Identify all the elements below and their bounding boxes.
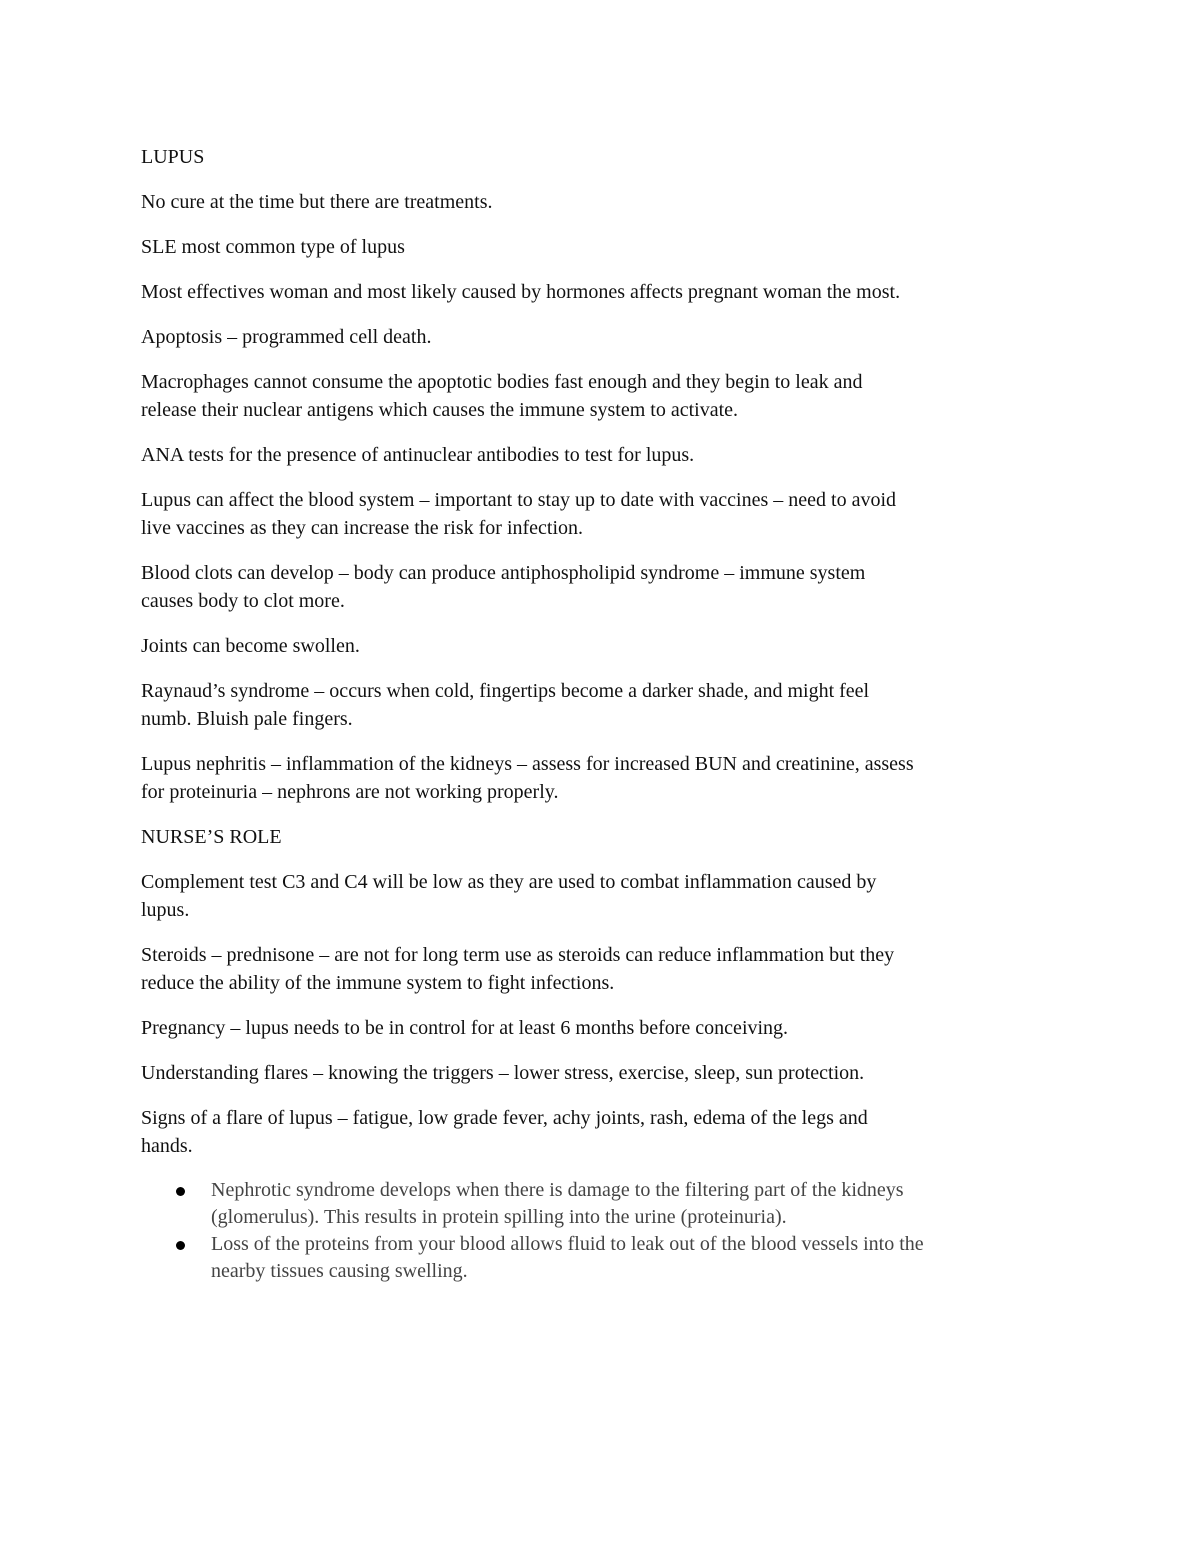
paragraph: [141, 941, 1071, 997]
paragraph: [141, 441, 1071, 469]
text-line: SLE most common type of lupus: [141, 236, 405, 258]
document-title: [141, 143, 1071, 171]
bullet-icon: [176, 1241, 185, 1250]
paragraph: [141, 632, 1071, 660]
text-line: Loss of the proteins from your blood allows fluid to leak out of the blood vessels into the: [211, 1233, 924, 1255]
text-line: Lupus can affect the blood system – important to stay up to date with vaccines – need to avoid: [141, 489, 896, 511]
text-line: ANA tests for the presence of antinuclear antibodies to test for lupus.: [141, 444, 695, 466]
paragraph: [141, 677, 1071, 733]
text-line: lupus.: [141, 899, 190, 921]
text-line: Steroids – prednisone – are not for long term use as steroids can reduce inflammation but they: [141, 944, 895, 966]
text-line: for proteinuria – nephrons are not working properly.: [141, 781, 559, 803]
text-line: (glomerulus). This results in protein spilling into the urine (proteinuria).: [211, 1206, 787, 1228]
list-item: [141, 1231, 1071, 1285]
text-line: Signs of a flare of lupus – fatigue, low grade fever, achy joints, rash, edema of the legs and: [141, 1107, 868, 1129]
document-body: [141, 143, 1071, 1160]
text-line: Raynaud’s syndrome – occurs when cold, fingertips become a darker shade, and might feel: [141, 680, 870, 702]
list-item: [141, 1177, 1071, 1231]
text-line: NURSE’S ROLE: [141, 826, 282, 848]
text-line: Joints can become swollen.: [141, 635, 360, 657]
text-line: live vaccines as they can increase the risk for infection.: [141, 517, 584, 539]
paragraph: [141, 868, 1071, 924]
text-line: Complement test C3 and C4 will be low as they are used to combat inflammation caused by: [141, 871, 877, 893]
text-line: numb. Bluish pale fingers.: [141, 708, 353, 730]
text-line: release their nuclear antigens which causes the immune system to activate.: [141, 399, 739, 421]
text-line: Macrophages cannot consume the apoptotic bodies fast enough and they begin to leak and: [141, 371, 863, 393]
section-heading: [141, 823, 1071, 851]
text-line: Most effectives woman and most likely caused by hormones affects pregnant woman the most.: [141, 281, 901, 303]
text-line: Apoptosis – programmed cell death.: [141, 326, 432, 348]
text-line: Blood clots can develop – body can produce antiphospholipid syndrome – immune system: [141, 562, 866, 584]
paragraph: [141, 1104, 1071, 1160]
text-line: Lupus nephritis – inflammation of the kidneys – assess for increased BUN and creatinine, assess: [141, 753, 914, 775]
paragraph: [141, 233, 1071, 261]
text-line: LUPUS: [141, 146, 205, 168]
text-line: Understanding flares – knowing the triggers – lower stress, exercise, sleep, sun protection.: [141, 1062, 865, 1084]
paragraph: [141, 368, 1071, 424]
text-line: Nephrotic syndrome develops when there is damage to the filtering part of the kidneys: [211, 1179, 904, 1201]
text-line: causes body to clot more.: [141, 590, 345, 612]
text-line: hands.: [141, 1135, 193, 1157]
paragraph: [141, 750, 1071, 806]
bullet-icon: [176, 1187, 185, 1196]
text-line: reduce the ability of the immune system to fight infections.: [141, 972, 615, 994]
paragraph: [141, 1014, 1071, 1042]
text-line: nearby tissues causing swelling.: [211, 1260, 468, 1282]
paragraph: [141, 1059, 1071, 1087]
paragraph: [141, 188, 1071, 216]
bullet-list: [141, 1177, 1071, 1285]
document-page: [141, 143, 1071, 1285]
paragraph: [141, 278, 1071, 306]
text-line: No cure at the time but there are treatments.: [141, 191, 493, 213]
paragraph: [141, 323, 1071, 351]
paragraph: [141, 559, 1071, 615]
text-line: Pregnancy – lupus needs to be in control for at least 6 months before conceiving.: [141, 1017, 789, 1039]
paragraph: [141, 486, 1071, 542]
